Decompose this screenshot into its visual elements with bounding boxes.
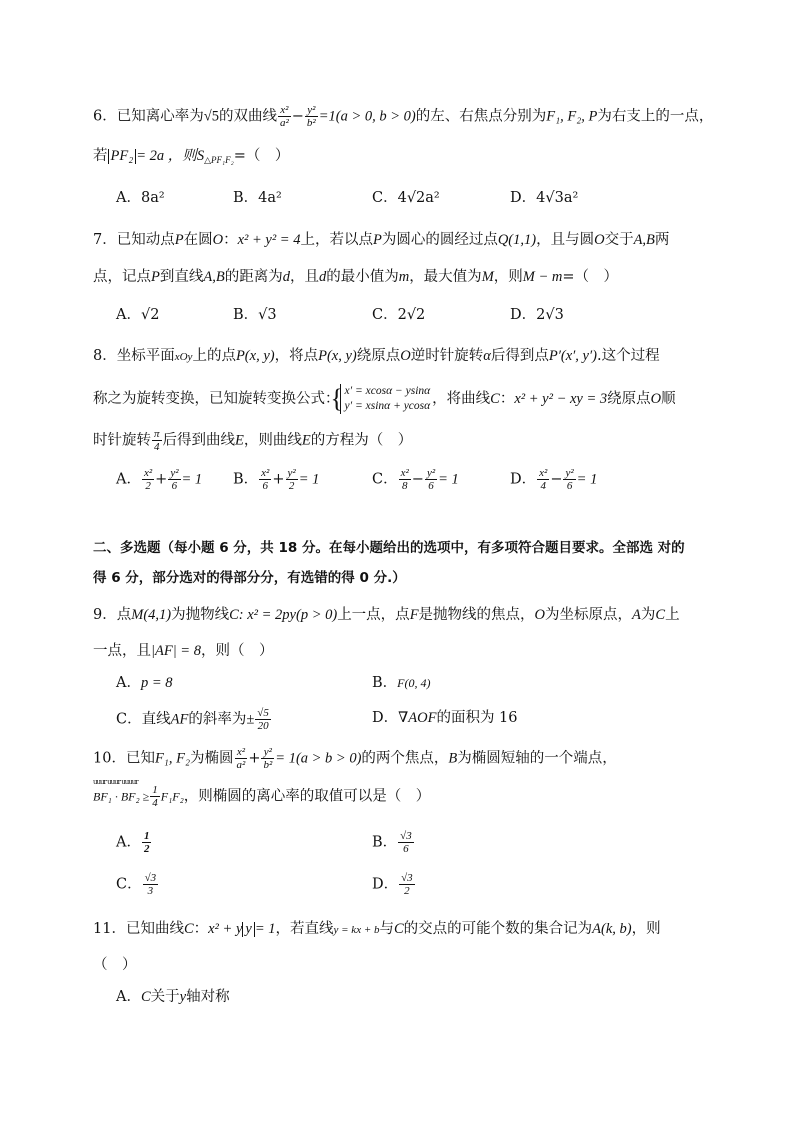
q9-t7: 上 [665,607,680,623]
q10-c-d: 3 [147,885,154,897]
q11-abs: y [242,922,254,937]
q7-AB: A,B [633,232,655,248]
q7-P2: P [372,232,382,248]
q9-b-label: B． [372,675,398,691]
q11-option-a[interactable] [116,986,230,1008]
q7-d: d [282,269,290,285]
q8-angle [152,428,162,453]
q7-O2: O [594,232,605,248]
q10-t3: 的两个焦点， [361,750,449,767]
q8-v4: 的方程为（ ） [310,432,413,449]
q8-b-f1 [259,467,271,492]
q8-curve: x² + y² − xy = 3 [514,391,608,407]
q8-b-n2: y² [287,467,296,479]
q6-text4: 为右支上的一点， [597,108,714,125]
q7-Q: Q(1,1) [497,232,537,248]
q8-d-d2: 6 [566,480,573,492]
q6-abs: PF₂ [108,149,137,164]
q8-C: C [490,391,500,407]
q7-line2 [93,266,706,288]
q7-P: P [174,232,184,248]
q8-d-f2 [563,467,575,492]
q7-u4: ，且 [289,269,319,285]
q8-c-rhs: = 1 [438,471,459,488]
q9-d-label: D． [372,710,399,726]
q8-line3 [93,428,706,453]
q6-l2c: =（ ） [233,148,290,164]
q10-b-label: B． [372,834,398,851]
q10-line2 [93,784,706,809]
q10-frac-y: $\frac{\text{y²}}{\text{b²}}$ [263,746,273,771]
q9-d-t: 的面积为 16 [436,710,518,726]
q7-u7: ，则 [493,269,523,285]
q10-quarter [150,784,160,809]
q10-c-label: C． [116,876,142,893]
q8-t1: 8．坐标平面 [93,348,175,364]
q11-C: C [183,921,194,937]
q11-a-y: y [179,989,187,1005]
q7-t2: 在圆 [183,232,213,248]
q8-a-rhs: = 1 [181,471,203,488]
q7-option-d[interactable]: D．2√3 [510,307,564,323]
q9-c-frac [255,707,271,732]
q8-d-f1 [537,467,549,492]
q8-b-d1: 6 [262,480,268,492]
q10-option-d[interactable] [372,872,416,897]
q11-line: y = kx + b [333,924,380,936]
q8-d-n1: x² [539,467,548,479]
q10-B: B [448,750,458,767]
q8-pxy2: P(x, y) [318,348,357,364]
q8-line2 [93,384,706,414]
q7-line1 [93,229,706,251]
q10-a-n: 1 [143,830,150,842]
q11-a-C: C [140,989,151,1005]
q10-F12: F₁, F₂ [154,750,190,767]
q10-b-d: 6 [403,843,409,855]
q8-u3: ： [499,391,515,407]
q7-option-c[interactable]: C．2√2 [372,307,426,323]
q7-u1: 点，记点 [93,269,151,285]
q8-d-n2: y² [565,467,574,479]
q7-Mm: M − m [522,269,563,285]
q9-d-math: ∇AOF [398,710,437,726]
q8-a-d2: 6 [171,480,178,492]
q10-u1: ，则椭圆的离心率的取值可以是（ ） [183,788,431,805]
q8-u2: ，将曲线 [432,391,491,407]
q8-option-a[interactable] [116,467,202,492]
q8-c-f2 [425,467,437,492]
q6-ssub: △PF₁F₂ [204,155,234,165]
q10-d-n: √3 [401,872,413,884]
q11-t3: ，若直线 [275,921,334,937]
q8-E: E [235,432,244,449]
q8-b-d2: 2 [288,480,295,492]
q6-option-d[interactable]: D．4√3a² [510,190,579,206]
q11-Akb: A(k, b) [592,921,632,937]
q8-b-rhs: = 1 [298,471,320,488]
q9-para: C: x² = 2py(p > 0) [229,607,338,623]
q8-c-f1 [399,467,411,492]
q8-t5: 逆时针旋转 [410,348,484,364]
q9-line1 [93,604,706,626]
q10-vecs: BF₁ · BF₂ ≥ [93,789,150,804]
q10-option-c[interactable] [116,872,159,897]
q8-c-label: C． [372,471,398,488]
q9-t3: 上一点，点 [337,607,410,623]
q6-l2b: = 2a ，则 [136,148,197,164]
q8-t2: 上的点 [192,348,236,364]
q7-t6: ，且与圆 [536,232,595,248]
q10-line1: 10．已知F₁, F₂为椭圆 $\frac{\text{x²}}{\text{a²}}$ + $\frac{\text{y²}}{\text{b²}}$ = 1(a > b > 0)的两个焦点，B为椭圆短轴的一个端点， [93,746,617,771]
q8-v3: ，则曲线 [243,432,302,449]
q8-a-n1: x² [143,467,153,479]
q9-option-c[interactable] [116,707,272,732]
q11-a-t1: 关于 [150,989,180,1005]
q9-option-a[interactable] [116,672,173,694]
q9-O: O [534,607,546,623]
q11-t4: 与 [379,921,394,937]
q10-t2: 为椭圆 [190,750,234,767]
q6-l2a: 若 [93,148,108,164]
q8-b-n1: x² [261,467,270,479]
q9-a-math: p = 8 [140,675,173,691]
q7-P3: P [151,269,160,285]
q8-c-d2: 6 [428,480,434,492]
q8-angle-n: π [154,428,160,440]
q10-a-d: 2 [143,843,150,855]
q8-a-f1 [142,467,154,492]
q7-d2: d [318,269,327,285]
q8-a-d1: 2 [145,480,151,492]
q8-line1 [93,345,706,368]
q11-t5: 的交点的可能个数的集合记为 [403,921,593,937]
q8-formula1: { x′ = xcosα − ysinα [344,385,431,397]
q8-O2: O [650,391,662,407]
q9-c-d: 20 [257,720,269,732]
q10-b-frac [398,830,414,855]
q8-d-op: − [550,471,563,488]
q8-t7: .这个过程 [597,348,660,364]
q9-t6: 为 [640,607,656,623]
q9-c-AF: AF [170,711,189,728]
q11-t1: 11．已知曲线 [93,921,184,937]
q8-u5: 顺 [661,391,676,407]
q10-t4: 为椭圆短轴的一个端点， [457,750,617,767]
q9-M: M(4,1) [131,607,172,623]
q8-t4: 绕原点 [356,348,401,364]
q11-t6: ，则 [631,921,661,937]
q7-u8: =（ ） [562,269,619,285]
q7-M: M [481,269,494,285]
q8-c-op: − [411,471,424,488]
q9-option-b[interactable] [372,672,430,694]
q10-c-frac [143,872,159,897]
q9-A: A [632,607,641,623]
q8-a-op: + [155,471,168,488]
q6-foci: F₁, F₂, P [546,108,598,125]
q11-line1 [93,918,706,941]
q7-t5: 为圆心的圆经过点 [381,232,498,248]
section2-heading: 二、多选题（每小题 6 分，共 18 分。在每小题给出的选项中，有多项符合题目要求。全部选 对的 [93,540,685,556]
q8-d-d1: 4 [540,480,546,492]
q7-t7: 交于 [604,232,634,248]
q10-q-d: 4 [152,797,158,809]
q9-c-t1: C．直线 [116,711,171,728]
q9-line2 [93,640,706,662]
q6-text2: 的双曲线 [218,108,277,125]
q8-E2: E [301,432,311,449]
q8-a-f2 [168,467,180,492]
q7-t8: 两 [654,232,670,248]
q8-alpha: α [483,348,491,364]
q7-option-b[interactable]: B．√3 [233,307,277,323]
q11-curve-a: x² + y [208,921,243,937]
q6-option-a[interactable]: A．8a² [116,190,165,206]
q6-line2 [93,145,706,171]
q11-t2: ： [193,921,209,937]
q10-q-n: 1 [152,784,158,796]
q7-m: m [398,269,410,285]
q9-b-math: F(0, 4) [397,676,431,690]
q8-pp: P′(x′, y′) [548,348,597,364]
q10-c-n: √3 [144,872,157,884]
q8-b-op: + [272,471,285,488]
q9-t5: 为坐标原点， [545,607,633,623]
q8-angle-d: 4 [154,441,160,453]
q6-eq: =1(a > 0, b > 0) [318,108,416,125]
q9-t4: 是抛物线的焦点， [418,607,535,623]
q7-u6: ，最大值为 [409,269,482,285]
q7-u3: 的距离为 [224,269,283,285]
q9-option-d[interactable] [372,707,518,729]
q10-t1: 10．已知 [93,750,155,767]
q7-t1: 7．已知动点 [93,232,175,248]
q6-frac-x: $\frac{\text{x²}}{\text{a²}}$ [279,104,289,129]
q8-v1: 时针旋转 [93,432,151,449]
q10-option-b[interactable] [372,830,415,855]
q9-c-t2: 的斜率为 [188,711,247,728]
q8-c-n1: x² [400,467,409,479]
q7-u2: 到直线 [159,269,204,285]
q8-option-b[interactable] [233,467,319,492]
q6-frac-y: $\frac{\text{y²}}{\text{b²}}$ [306,104,316,129]
q6-option-b[interactable]: B．4a² [233,190,282,206]
q9-c-n: √5 [257,707,269,719]
q7-O: O [212,232,224,248]
q7-option-a[interactable]: A．√2 [116,307,160,323]
q10-cond: = 1(a > b > 0) [275,750,362,767]
q7-circle: x² + y² = 4 [237,232,301,248]
q6-s: S [196,148,205,164]
q7-AB2: A,B [203,269,225,285]
q7-u5: 的最小值为 [326,269,399,285]
q11-curve-b: = 1 [254,921,276,937]
q8-xoy: xOy [174,351,193,363]
q10-d-d: 2 [404,885,410,897]
q8-b-label: B． [233,471,259,488]
q8-a-label: A． [116,471,141,488]
q8-formula2: y′ = xsinα + ycosα [344,400,431,412]
q8-t6: 后得到点 [490,348,549,364]
q9-C: C [655,607,666,623]
q8-c-n2: y² [426,467,436,479]
q10-b-n: √3 [400,830,412,842]
q10-vector-arrows: uuur uuur uuuur [93,778,138,786]
q8-option-d[interactable] [510,467,597,492]
q6-option-c[interactable]: C．4√2a² [372,190,440,206]
q10-d-frac [399,872,415,897]
q9-u2: ，则（ ） [200,643,274,659]
q9-AF: |AF| = 8 [151,643,201,659]
q8-a-n2: y² [170,467,179,479]
q10-d-label: D． [372,876,399,893]
q8-pxy: P(x, y) [235,348,275,364]
q11-C2: C [394,921,404,937]
q10-option-a[interactable] [116,830,152,855]
q9-a-label: A． [116,675,141,691]
q8-d-rhs: = 1 [576,471,598,488]
q9-t1: 9．点 [93,607,132,623]
q8-c-d1: 8 [401,480,408,492]
q8-v2: 后得到曲线 [162,432,236,449]
q9-F: F [409,607,419,623]
q9-t2: 为抛物线 [171,607,230,623]
q11-a-t2: 轴对称 [186,989,230,1005]
q8-b-f2 [286,467,298,492]
q10-a-frac [142,830,152,855]
q6-line1: 6．已知离心率为√5的双曲线 $\frac{\text{x²}}{\text{a²}}$ − $\frac{\text{y²}}{\text{b²}}$ =1(a > 0, b > 0)的左、右焦点分别为F₁, F₂, P为右支上的一点， [93,104,714,129]
q8-O: O [400,348,411,364]
q8-formula [340,384,431,414]
q8-u4: 绕原点 [607,391,651,407]
q11-a-label: A． [116,989,141,1005]
q8-d-label: D． [510,471,537,488]
q9-c-pm: ± [246,711,255,728]
q10-vec3: F₁F₂ [160,789,184,804]
q6-ecc: √5 [203,108,219,125]
q8-t3: ，将点 [274,348,319,364]
q9-u1: 一点，且 [93,643,151,659]
q10-frac-x: $\frac{\text{x²}}{\text{a²}}$ [236,746,246,771]
section2-heading-2: 得 6 分，部分选对的得部分分，有选错的得 0 分.） [93,570,406,586]
q11-line2: （ ） [93,957,137,973]
q6-text3: 的左、右焦点分别为 [415,108,547,125]
q7-t3: ： [223,232,238,248]
q8-option-c[interactable] [372,467,459,492]
q8-u1: 称之为旋转变换，已知旋转变换公式： [93,391,340,407]
q10-a-label: A． [116,834,141,851]
q6-text: 6．已知离心率为 [93,108,204,125]
q7-t4: 上，若以点 [300,232,373,248]
